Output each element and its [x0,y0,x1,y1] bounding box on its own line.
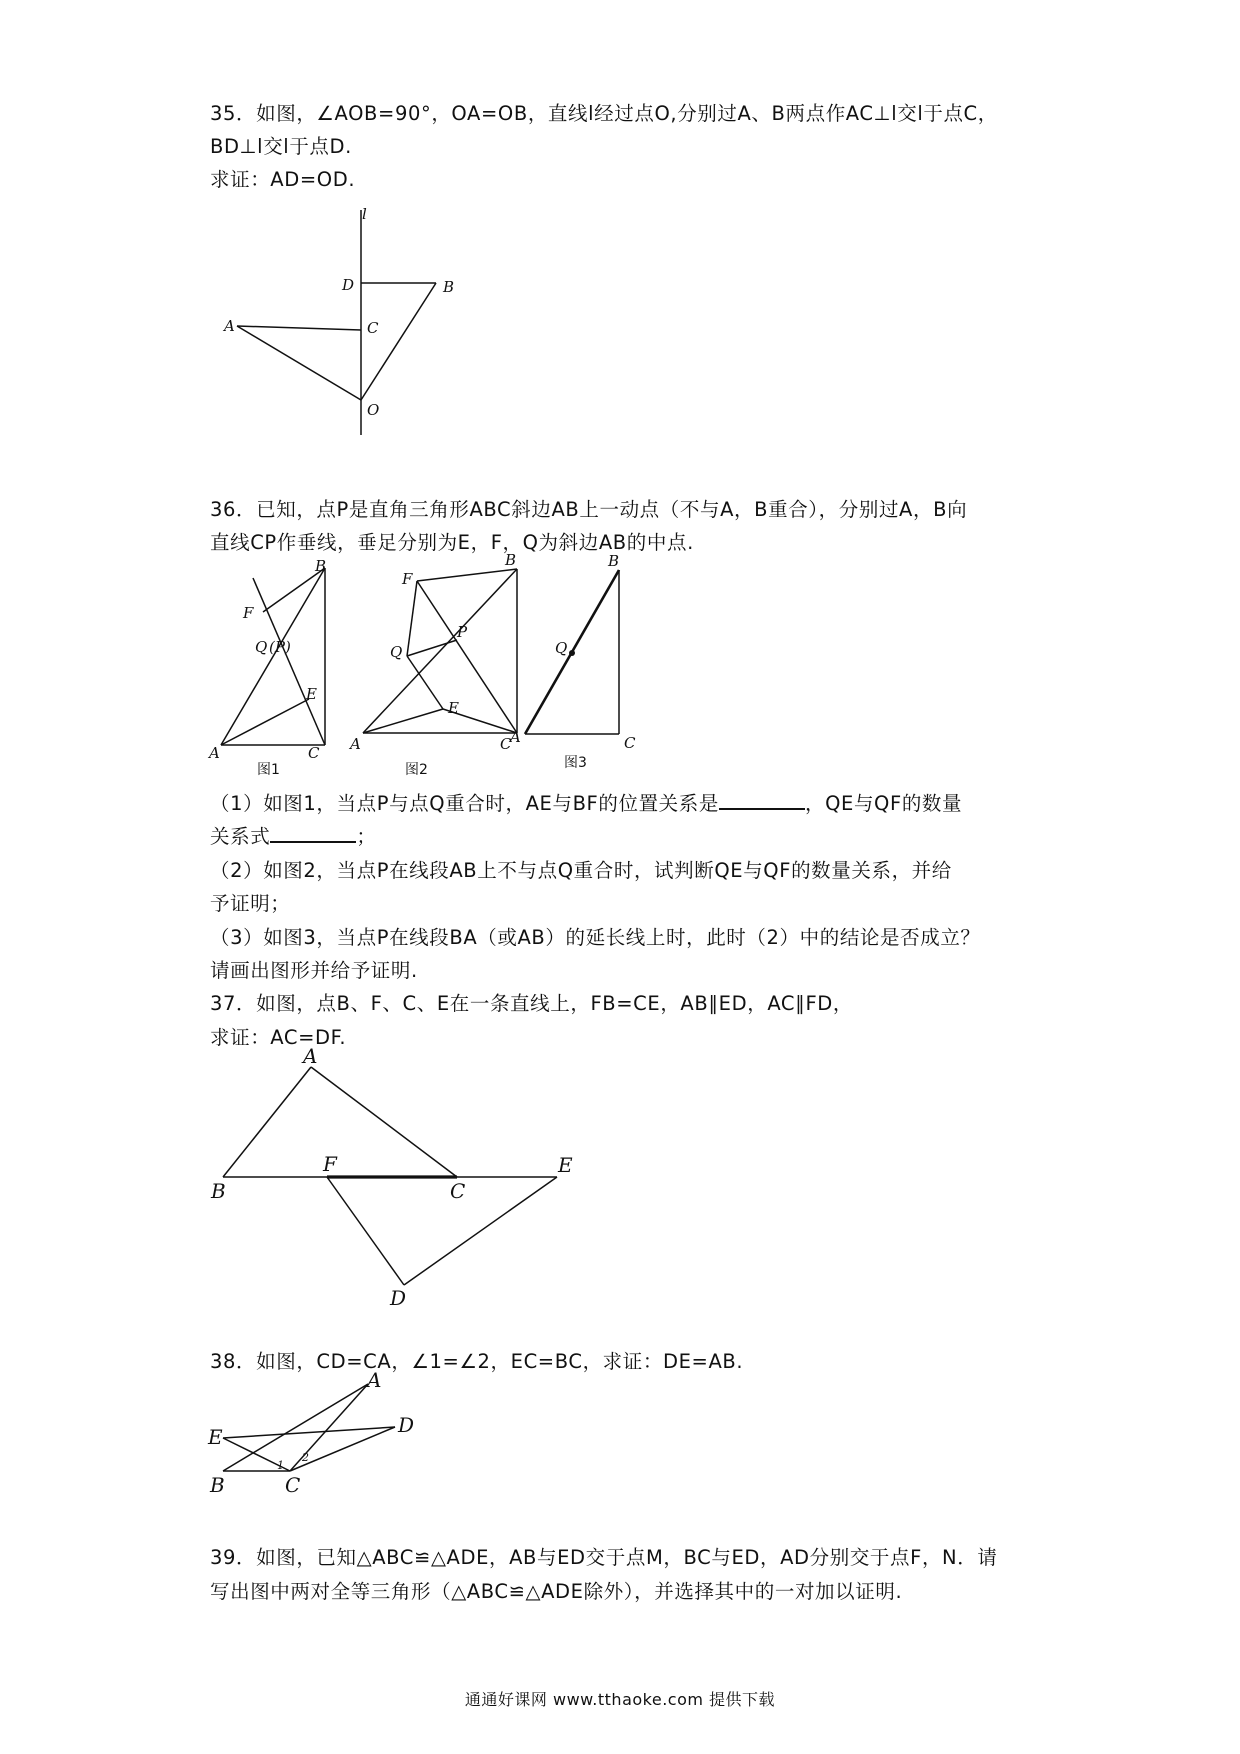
q36-figure-3 [508,553,636,771]
q39-line-1: 39．如图，已知△ABC≌△ADE，AB与ED交于点M，BC与ED，AD分别交于点F，N．请 [210,1546,998,1569]
fig1-label-P: (P) [269,638,291,656]
fig2-label-A: A [350,735,361,753]
label-l: l [362,205,367,223]
q38-label-C: C [285,1473,301,1497]
fig3-point-Q [569,650,575,656]
fig3-label-A: A [510,728,521,746]
q36-part-1-text-a: （1）如图1，当点P与点Q重合时，AE与BF的位置关系是 [210,792,719,815]
fig1-label-F: F [243,604,254,622]
fig2-label-E: E [448,699,459,717]
q35-line-2: BD⊥l交l于点D. [210,135,352,158]
label-O: O [367,401,380,419]
q37-label-C: C [450,1179,466,1203]
q36-figures [205,553,725,783]
fig2-label-Q: Q [390,643,403,661]
fig1-caption: 图1 [257,762,280,778]
fig1-label-E: E [306,685,317,703]
q36-part-1-text-c: 关系式 [210,825,271,848]
fig1-label-B: B [315,557,327,575]
q37-line-1: 37．如图，点B、F、C、E在一条直线上，FB=CE，AB∥ED，AC∥FD， [210,992,854,1015]
fig3-label-C: C [624,734,636,752]
q35-figure [220,205,460,440]
fig2-label-C: C [500,735,512,753]
fig2-label-P: P [457,623,468,641]
fig2-caption: 图2 [405,762,428,778]
q37-label-A: A [303,1045,318,1068]
fig3-caption: 图3 [564,755,587,771]
q37-label-E: E [558,1153,573,1177]
q37-label-B: B [211,1179,226,1203]
label-B: B [443,278,455,296]
answer-blank-relation[interactable] [270,823,356,843]
q36-part-2-line-1: （2）如图2，当点P在线段AB上不与点Q重合时，试判断QE与QF的数量关系，并给 [210,859,952,882]
q37-figure [205,1045,595,1315]
label-D: D [342,276,355,294]
q38-angle-2: 2 [302,1451,309,1464]
q38-line-1: 38．如图，CD=CA，∠1=∠2，EC=BC，求证：DE=AB. [210,1350,744,1373]
q36-part-1-text-d: ； [356,825,377,848]
q38-angle-1: 1 [277,1459,284,1472]
q36-part-3-line-1: （3）如图3，当点P在线段BA（或AB）的延长线上时，此时（2）中的结论是否成立？ [210,926,981,949]
page-footer: 通通好课网 www.tthaoke.com 提供下载 [464,1690,776,1709]
q37-line-2: 求证：AC=DF. [210,1026,347,1049]
q36-part-1-line-2 [210,821,376,849]
fig3-label-B: B [608,553,620,570]
q36-figure-2 [348,553,517,778]
label-C: C [367,319,379,337]
answer-blank-position[interactable] [719,790,805,810]
label-A: A [224,317,235,335]
q37-label-D: D [390,1286,407,1310]
fig3-label-Q: Q [555,639,568,657]
fig2-label-F: F [402,570,413,588]
q36-figure-1 [207,557,326,778]
q36-line-2: 直线CP作垂线，垂足分别为E，F，Q为斜边AB的中点. [210,531,694,554]
q38-label-A: A [367,1372,382,1392]
fig2-label-B: B [505,553,517,569]
fig1-label-A: A [209,744,220,762]
q38-figure [205,1372,435,1502]
q38-label-E: E [208,1425,223,1449]
fig1-label-Q: Q [255,638,268,656]
q38-label-B: B [210,1473,225,1497]
q38-label-D: D [398,1413,415,1437]
q37-label-F: F [323,1152,337,1176]
q36-part-3-line-2: 请画出图形并给予证明. [210,959,418,982]
q39-line-2: 写出图中两对全等三角形（△ABC≌△ADE除外），并选择其中的一对加以证明. [210,1580,903,1603]
q36-part-2-line-2: 予证明； [210,892,291,915]
q36-line-1: 36．已知，点P是直角三角形ABC斜边AB上一动点（不与A，B重合），分别过A，B向 [210,498,968,521]
q35-line-3: 求证：AD=OD. [210,168,356,191]
fig1-label-C: C [308,744,320,762]
q36-part-1-text-b: ，QE与QF的数量 [804,792,963,815]
q35-line-1: 35．如图，∠AOB=90°，OA=OB，直线l经过点O,分别过A、B两点作AC⊥l交l于点C， [210,102,998,125]
q36-part-1-line-1 [210,788,962,816]
